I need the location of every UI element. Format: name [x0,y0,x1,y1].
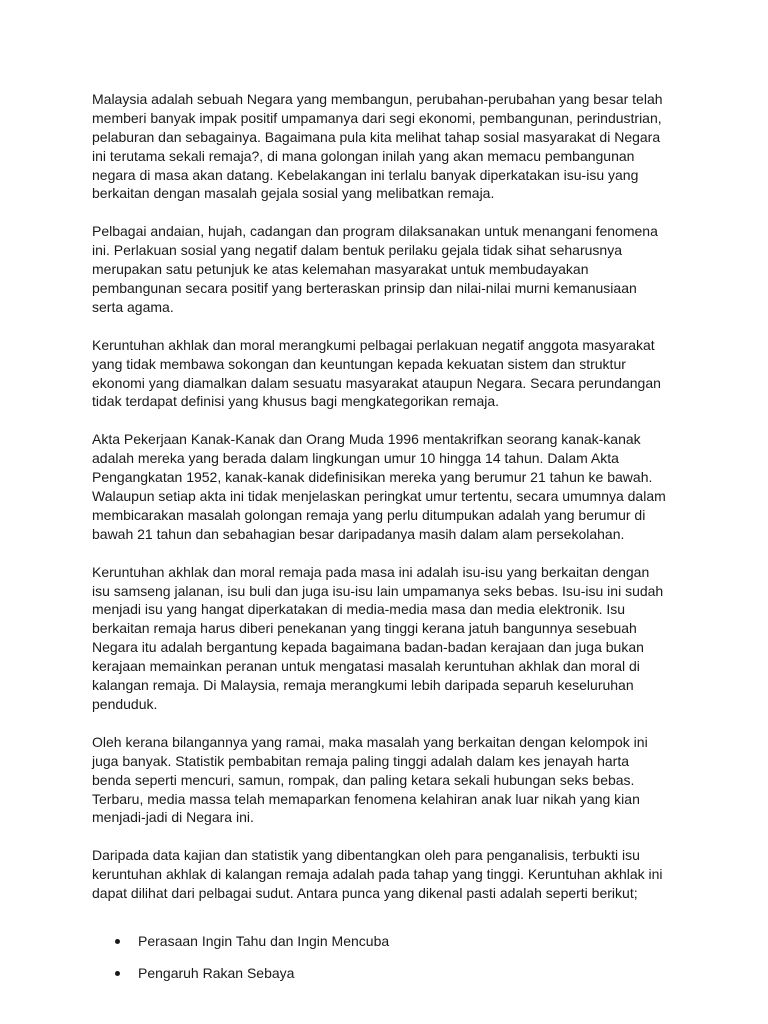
paragraph-6 [92,733,682,827]
text-line: Keruntuhan akhlak dan moral merangkumi pelbagai perlakuan negatif anggota masyarakat [92,336,655,353]
text-line: Akta Pekerjaan Kanak-Kanak dan Orang Muda 1996 mentakrifkan seorang kanak-kanak [92,431,641,448]
paragraph-2 [92,222,682,316]
text-line: membicarakan masalah golongan remaja yang perlu ditumpukan adalah yang berumur di [92,506,646,523]
text-line: juga banyak. Statistik pembabitan remaja paling tinggi adalah dalam kes jenayah harta [92,752,630,769]
text-line: Walaupun setiap akta ini tidak menjelaskan peringkat umur tertentu, secara umumnya dalam [92,488,666,505]
text-line: Keruntuhan akhlak dan moral remaja pada masa ini adalah isu-isu yang berkaitan dengan [92,563,650,580]
list-item-label: Perasaan Ingin Tahu dan Ingin Mencuba [138,933,390,949]
text-line: dapat dilihat dari pelbagai sudut. Antara punca yang dikenal pasti adalah seperti berikut; [92,885,638,902]
paragraph-4 [92,430,682,543]
paragraph-3 [92,336,682,412]
text-line: kerajaan memainkan peranan untuk mengatasi masalah keruntuhan akhlak dan moral di [92,658,640,675]
text-line: benda seperti mencuri, samun, rompak, dan paling ketara sekali hubungan seks bebas. [92,771,635,788]
text-line: Terbaru, media massa telah memaparkan fenomena kelahiran anak luar nikah yang kian [92,790,640,807]
text-line: Negara itu adalah bergantung kepada bagaimana badan-badan kerajaan dan juga bukan [92,639,644,656]
text-line: kalangan remaja. Di Malaysia, remaja merangkumi lebih daripada separuh keseluruhan [92,677,634,694]
text-line: tidak terdapat definisi yang khusus bagi mengkategorikan remaja. [92,393,500,410]
text-line: Pelbagai andaian, hujah, cadangan dan program dilaksanakan untuk menangani fenomena [92,223,658,240]
list-item-label: Pengaruh Rakan Sebaya [138,965,295,981]
text-line: Oleh kerana bilangannya yang ramai, maka masalah yang berkaitan dengan kelompok ini [92,733,648,750]
text-line: memberi banyak impak positif umpamanya dari segi ekonomi, pembangunan, perindustrian, [92,109,662,126]
text-line: merupakan satu petunjuk ke atas kelemahan masyarakat untuk membudayakan [92,261,589,278]
text-line: ekonomi yang diamalkan dalam sesuatu masyarakat ataupun Negara. Secara perundangan [92,374,661,391]
text-line: Daripada data kajian dan statistik yang dibentangkan oleh para penganalisis, terbukti isu [92,847,640,864]
text-line: berkaitan remaja harus diberi penekanan yang tinggi kerana jatuh bangunnya sesebuah [92,620,637,637]
text-line: ini terutama sekali remaja?, di mana golongan inilah yang akan memacu pembangunan [92,147,635,164]
list-item [92,932,682,951]
text-line: bawah 21 tahun dan sebahagian besar daripadanya masih dalam alam persekolahan. [92,525,625,542]
text-line: Malaysia adalah sebuah Negara yang membangun, perubahan-perubahan yang besar telah [92,91,663,107]
text-line: negara di masa akan datang. Kebelakangan ini terlalu banyak diperkatakan isu-isu yang [92,166,639,183]
text-line: adalah mereka yang berada dalam lingkungan umur 10 hingga 14 tahun. Dalam Akta [92,450,619,467]
document-body [92,90,682,922]
text-line: berkaitan dengan masalah gejala sosial yang melibatkan remaja. [92,185,495,202]
list-item [92,964,682,983]
bullet-icon [115,939,120,944]
paragraph-7 [92,846,682,903]
text-line: menjadi isu yang hangat diperkatakan di media-media masa dan media elektronik. Isu [92,601,626,618]
text-line: isu samseng jalanan, isu buli dan juga isu-isu lain umpamanya seks bebas. Isu-isu ini sudah [92,582,664,599]
text-line: pelaburan dan sebagainya. Bagaimana pula kita melihat tahap sosial masyarakat di Negara [92,128,661,145]
bullet-item-1 [92,932,682,951]
text-line: penduduk. [92,695,158,712]
bullet-item-2 [92,964,682,983]
text-line: Pengangkatan 1952, kanak-kanak didefinisikan mereka yang berumur 21 tahun ke bawah. [92,469,653,486]
text-line: serta agama. [92,298,174,315]
text-line: yang tidak membawa sokongan dan keuntungan kepada kekuatan sistem dan struktur [92,355,626,372]
text-line: menjadi-jadi di Negara ini. [92,809,254,826]
text-line: pembangunan secara positif yang berteraskan prinsip dan nilai-nilai murni kemanusiaan [92,280,637,297]
bullet-icon [115,971,120,976]
paragraph-5 [92,563,682,714]
paragraph-1 [92,90,682,203]
text-line: keruntuhan akhlak di kalangan remaja adalah pada tahap yang tinggi. Keruntuhan akhlak ini [92,866,663,883]
text-line: ini. Perlakuan sosial yang negatif dalam bentuk perilaku gejala tidak sihat seharusnya [92,242,622,259]
